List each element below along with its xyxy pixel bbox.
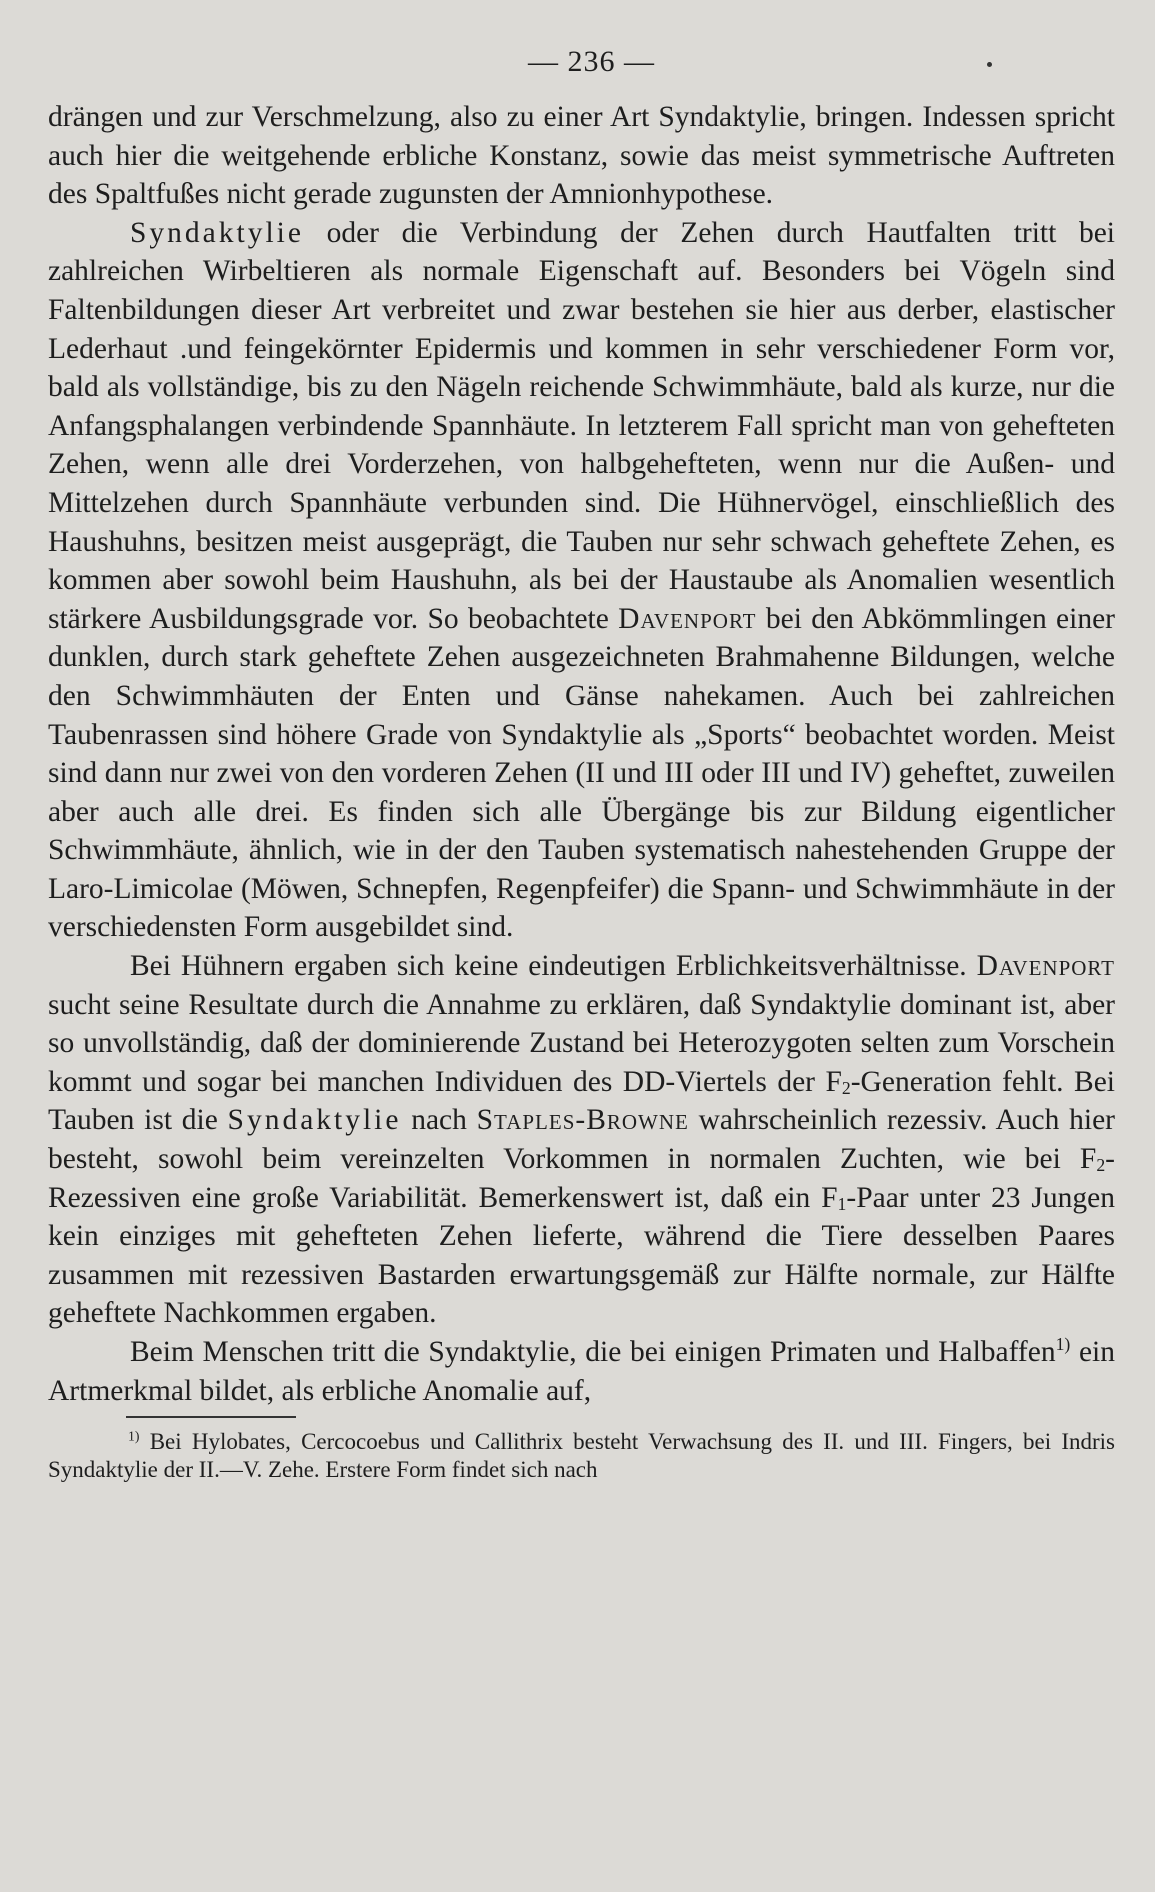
subscript-f2-b: 2 bbox=[1096, 1155, 1106, 1176]
paragraph-2 bbox=[48, 214, 1115, 947]
paragraph-3-text-f: -Rezessiven eine große Variabilität. Bemerkenswert ist, daß ein F bbox=[48, 1143, 1115, 1214]
paragraph-3-text-g: -Paar unter 23 Jungen kein einziges mit gehefteten Zehen lieferte, während die Tiere desselben Paares zusammen mit rezessiven Bastarden erwartungsgemäß zur Hälfte normale, zur Hälfte geheftete Nachkommen ergaben. bbox=[48, 1181, 1116, 1330]
paragraph-3 bbox=[48, 947, 1115, 1333]
footnote bbox=[48, 1428, 1115, 1484]
paragraph-3-text-b: sucht seine Resultate durch die Annahme zu erklären, daß Syndaktylie dominant ist, aber so unvollständig, daß der dominierende Zustand bei Heterozygoten selten zum Vorschein kommt und sogar bei manchen Individuen des DD-Viertels der F bbox=[48, 988, 1115, 1098]
paragraph-4-text-b: ein Artmerkmal bildet, als erbliche Anomalie auf, bbox=[48, 1336, 1115, 1407]
footnote-reference: 1) bbox=[1055, 1334, 1071, 1355]
author-davenport: Davenport bbox=[618, 602, 757, 635]
paragraph-4 bbox=[48, 1333, 1115, 1410]
subscript-f1: 1 bbox=[837, 1193, 847, 1214]
paragraph-4-text-a: Beim Menschen tritt die Syndaktylie, die bei einigen Primaten und Halbaffen bbox=[130, 1336, 1056, 1368]
paragraph-1-text: drängen und zur Verschmelzung, also zu einer Art Syndaktylie, bringen. Indessen spricht auch hier die weitgehende erbliche Konstanz, sowie das meist symmetrische Auftreten des Spaltfußes nicht gerade zugunsten der Amnionhypothese. bbox=[48, 101, 1115, 211]
term-syndaktylie-2: Syndaktylie bbox=[227, 1104, 402, 1137]
author-staples-browne: Staples-Browne bbox=[476, 1104, 689, 1137]
footnote-marker: 1) bbox=[128, 1428, 140, 1444]
term-syndaktylie: Syndaktylie bbox=[130, 216, 304, 249]
paragraph-2-text-b: bei den Abkömmlingen einer dunklen, durch stark geheftete Zehen ausgezeichneten Brahmahenne Bildungen, welche den Schwimmhäuten der Enten und Gänse nahekamen. Auch bei zahlreichen Taubenrassen sind höhere Grade von Syndaktylie als „Sports“ beobachtet worden. Meist sind dann nur zwei von den vorderen Zehen (II und III oder III und IV) geheftet, zuweilen aber auch alle drei. Es finden sich alle Übergänge bis zur Bildung eigentlicher Schwimmhäute, ähnlich, wie in der den Tauben systematisch nahestehenden Gruppe der Laro-Limicolae (Möwen, Schnepfen, Regenpfeifer) die Spann- und Schwimmhäute in der verschiedensten Form ausgebildet sind. bbox=[48, 602, 1115, 944]
print-speck bbox=[987, 62, 992, 67]
paragraph-2-text-a: oder die Verbindung der Zehen durch Hautfalten tritt bei zahlreichen Wirbeltieren als normale Eigenschaft auf. Besonders bei Vögeln sind Faltenbildungen dieser Art verbreitet und zwar bestehen sie hier aus derber, elastischer Lederhaut .und feingekörnter Epidermis und kommen in sehr verschiedener Form vor, bald als vollständige, bis zu den Nägeln reichende Schwimmhäute, bald als kurze, nur die Anfangsphalangen verbindende Spannhäute. In letzterem Fall spricht man von gehefteten Zehen, wenn alle drei Vorderzehen, von halbgehefteten, wenn nur die Außen- und Mittelzehen durch Spannhäute verbunden sind. Die Hühnervögel, einschließlich des Haushuhns, besitzen meist ausgeprägt, die Tauben nur sehr schwach geheftete Zehen, es kommen aber sowohl beim Haushuhn, als bei der Haustaube als Anomalien wesentlich stärkere Ausbildungsgrade vor. So beobachtete bbox=[48, 216, 1115, 635]
paragraph-3-text-d: nach bbox=[401, 1104, 477, 1137]
paragraph-3-text-c: -Generation fehlt. Bei Tauben ist die bbox=[48, 1065, 1115, 1137]
footnote-divider bbox=[126, 1416, 296, 1418]
paragraph-3-text-a: Bei Hühnern ergaben sich keine eindeutigen Erblichkeitsverhältnisse. bbox=[130, 950, 977, 983]
paragraph-1 bbox=[48, 98, 1115, 214]
author-davenport-2: Davenport bbox=[976, 950, 1115, 983]
page-number: — 236 — bbox=[528, 45, 655, 78]
main-text bbox=[48, 98, 1115, 1410]
subscript-f2: 2 bbox=[841, 1077, 851, 1098]
paragraph-3-text-e: wahrscheinlich rezessiv. Auch hier besteht, sowohl beim vereinzelten Vorkommen in normalen Zuchten, wie bei F bbox=[48, 1104, 1115, 1176]
footnote-text: Bei Hylobates, Cercocoebus und Callithrix besteht Verwachsung des II. und III. Fingers, bei Indris Syndaktylie der II.—V. Zehe. Erstere Form findet sich nach bbox=[48, 1429, 1115, 1483]
